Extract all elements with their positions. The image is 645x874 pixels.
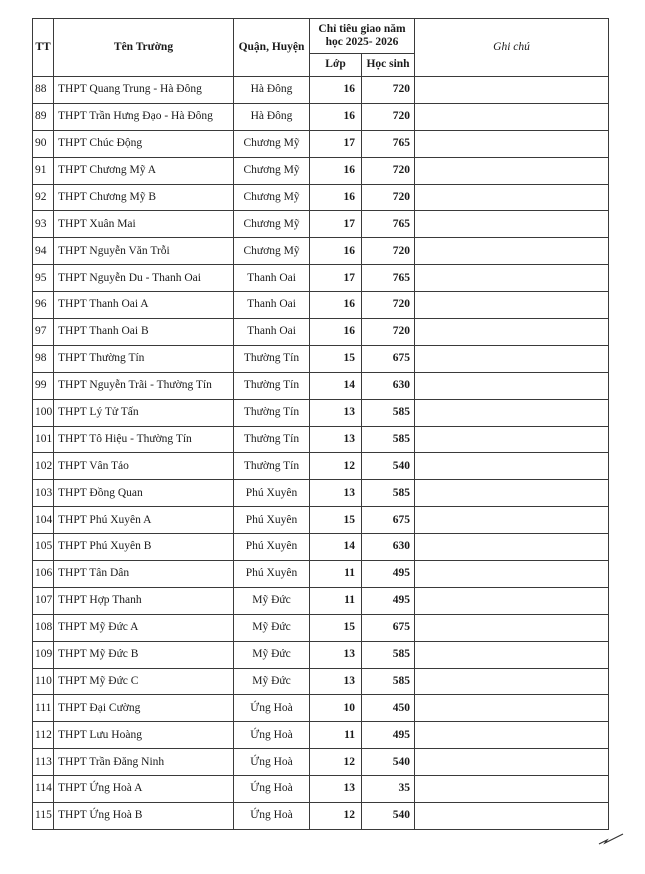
table-row	[33, 587, 609, 614]
row-school-cell: THPT Thanh Oai A	[54, 292, 234, 319]
row-district-cell: Thường Tín	[234, 426, 310, 453]
row-students-cell: 495	[362, 561, 415, 588]
row-tt-cell: 103	[33, 480, 54, 507]
row-classes-cell: 12	[310, 453, 362, 480]
quota-table-sheet	[32, 18, 609, 830]
row-school-cell: THPT Đại Cường	[54, 695, 234, 722]
row-note-cell	[415, 345, 609, 372]
row-classes-cell: 17	[310, 211, 362, 238]
row-school-cell: THPT Trần Đăng Ninh	[54, 749, 234, 776]
row-students-cell: 765	[362, 265, 415, 292]
row-school-cell: THPT Lưu Hoàng	[54, 722, 234, 749]
col-header-quota: Chỉ tiêu giao năm học 2025- 2026	[310, 19, 415, 54]
row-district-cell: Chương Mỹ	[234, 184, 310, 211]
row-district-cell: Thanh Oai	[234, 319, 310, 346]
table-row	[33, 507, 609, 534]
row-note-cell	[415, 399, 609, 426]
row-school-cell: THPT Nguyễn Văn Trỗi	[54, 238, 234, 265]
table-row	[33, 211, 609, 238]
row-school-cell: THPT Ứng Hoà B	[54, 803, 234, 830]
table-row	[33, 776, 609, 803]
table-row	[33, 77, 609, 104]
row-tt-cell: 112	[33, 722, 54, 749]
table-body	[33, 77, 609, 830]
row-district-cell: Ứng Hoà	[234, 776, 310, 803]
row-tt-cell: 109	[33, 641, 54, 668]
row-note-cell	[415, 426, 609, 453]
row-school-cell: THPT Chương Mỹ A	[54, 157, 234, 184]
row-district-cell: Thường Tín	[234, 372, 310, 399]
table-row	[33, 130, 609, 157]
table-row	[33, 641, 609, 668]
table-row	[33, 372, 609, 399]
row-students-cell: 630	[362, 372, 415, 399]
row-tt-cell: 115	[33, 803, 54, 830]
row-note-cell	[415, 641, 609, 668]
table-row	[33, 238, 609, 265]
row-district-cell: Chương Mỹ	[234, 238, 310, 265]
table-row	[33, 534, 609, 561]
row-classes-cell: 14	[310, 372, 362, 399]
table-row	[33, 453, 609, 480]
table-row	[33, 319, 609, 346]
row-students-cell: 495	[362, 587, 415, 614]
table-row	[33, 561, 609, 588]
row-note-cell	[415, 749, 609, 776]
row-school-cell: THPT Vân Tảo	[54, 453, 234, 480]
table-row	[33, 668, 609, 695]
row-students-cell: 765	[362, 130, 415, 157]
row-students-cell: 720	[362, 238, 415, 265]
row-district-cell: Phú Xuyên	[234, 561, 310, 588]
table-row	[33, 345, 609, 372]
row-tt-cell: 101	[33, 426, 54, 453]
row-school-cell: THPT Tân Dân	[54, 561, 234, 588]
row-tt-cell: 92	[33, 184, 54, 211]
row-classes-cell: 13	[310, 480, 362, 507]
table-row	[33, 803, 609, 830]
row-note-cell	[415, 776, 609, 803]
row-school-cell: THPT Chúc Động	[54, 130, 234, 157]
table-row	[33, 399, 609, 426]
row-note-cell	[415, 722, 609, 749]
row-district-cell: Phú Xuyên	[234, 534, 310, 561]
row-district-cell: Ứng Hoà	[234, 722, 310, 749]
table-row	[33, 426, 609, 453]
table-row	[33, 103, 609, 130]
col-header-note: Ghi chú	[415, 19, 609, 77]
row-note-cell	[415, 184, 609, 211]
row-district-cell: Hà Đông	[234, 103, 310, 130]
row-district-cell: Hà Đông	[234, 77, 310, 104]
row-note-cell	[415, 480, 609, 507]
row-school-cell: THPT Trần Hưng Đạo - Hà Đông	[54, 103, 234, 130]
row-note-cell	[415, 668, 609, 695]
row-tt-cell: 104	[33, 507, 54, 534]
row-note-cell	[415, 695, 609, 722]
row-school-cell: THPT Quang Trung - Hà Đông	[54, 77, 234, 104]
row-note-cell	[415, 319, 609, 346]
row-tt-cell: 98	[33, 345, 54, 372]
row-students-cell: 720	[362, 103, 415, 130]
row-district-cell: Chương Mỹ	[234, 211, 310, 238]
row-school-cell: THPT Lý Tử Tấn	[54, 399, 234, 426]
table-row	[33, 292, 609, 319]
row-district-cell: Chương Mỹ	[234, 157, 310, 184]
header-row-1	[33, 19, 609, 54]
row-classes-cell: 12	[310, 803, 362, 830]
row-note-cell	[415, 77, 609, 104]
row-classes-cell: 14	[310, 534, 362, 561]
row-tt-cell: 90	[33, 130, 54, 157]
row-note-cell	[415, 453, 609, 480]
row-students-cell: 720	[362, 77, 415, 104]
row-classes-cell: 16	[310, 157, 362, 184]
row-students-cell: 720	[362, 184, 415, 211]
row-district-cell: Ứng Hoà	[234, 749, 310, 776]
row-students-cell: 720	[362, 319, 415, 346]
row-district-cell: Ứng Hoà	[234, 803, 310, 830]
row-students-cell: 585	[362, 641, 415, 668]
row-district-cell: Mỹ Đức	[234, 614, 310, 641]
row-classes-cell: 11	[310, 561, 362, 588]
row-school-cell: THPT Nguyễn Du - Thanh Oai	[54, 265, 234, 292]
row-classes-cell: 17	[310, 265, 362, 292]
row-note-cell	[415, 614, 609, 641]
row-classes-cell: 16	[310, 292, 362, 319]
row-students-cell: 720	[362, 292, 415, 319]
row-classes-cell: 16	[310, 103, 362, 130]
row-note-cell	[415, 238, 609, 265]
row-tt-cell: 91	[33, 157, 54, 184]
row-students-cell: 540	[362, 453, 415, 480]
row-school-cell: THPT Mỹ Đức A	[54, 614, 234, 641]
row-students-cell: 540	[362, 749, 415, 776]
row-tt-cell: 108	[33, 614, 54, 641]
school-quota-table	[32, 18, 609, 830]
row-classes-cell: 15	[310, 614, 362, 641]
col-header-classes: Lớp	[310, 54, 362, 77]
row-tt-cell: 114	[33, 776, 54, 803]
row-note-cell	[415, 587, 609, 614]
row-tt-cell: 111	[33, 695, 54, 722]
row-tt-cell: 93	[33, 211, 54, 238]
row-tt-cell: 88	[33, 77, 54, 104]
row-tt-cell: 96	[33, 292, 54, 319]
row-note-cell	[415, 507, 609, 534]
row-tt-cell: 110	[33, 668, 54, 695]
row-classes-cell: 12	[310, 749, 362, 776]
row-district-cell: Mỹ Đức	[234, 587, 310, 614]
pen-mark-icon	[597, 832, 625, 846]
row-classes-cell: 11	[310, 587, 362, 614]
row-district-cell: Mỹ Đức	[234, 641, 310, 668]
row-students-cell: 585	[362, 668, 415, 695]
table-row	[33, 265, 609, 292]
row-school-cell: THPT Tô Hiệu - Thường Tín	[54, 426, 234, 453]
table-row	[33, 695, 609, 722]
row-district-cell: Mỹ Đức	[234, 668, 310, 695]
row-students-cell: 630	[362, 534, 415, 561]
row-note-cell	[415, 211, 609, 238]
row-note-cell	[415, 265, 609, 292]
row-school-cell: THPT Thường Tín	[54, 345, 234, 372]
row-school-cell: THPT Chương Mỹ B	[54, 184, 234, 211]
row-note-cell	[415, 803, 609, 830]
row-tt-cell: 113	[33, 749, 54, 776]
row-school-cell: THPT Mỹ Đức B	[54, 641, 234, 668]
table-row	[33, 184, 609, 211]
row-school-cell: THPT Phú Xuyên A	[54, 507, 234, 534]
row-classes-cell: 11	[310, 722, 362, 749]
row-students-cell: 35	[362, 776, 415, 803]
row-students-cell: 765	[362, 211, 415, 238]
row-district-cell: Thường Tín	[234, 453, 310, 480]
row-students-cell: 540	[362, 803, 415, 830]
row-students-cell: 675	[362, 614, 415, 641]
row-classes-cell: 13	[310, 776, 362, 803]
table-row	[33, 614, 609, 641]
col-header-school: Tên Trường	[54, 19, 234, 77]
row-classes-cell: 16	[310, 77, 362, 104]
row-school-cell: THPT Nguyễn Trãi - Thường Tín	[54, 372, 234, 399]
row-classes-cell: 17	[310, 130, 362, 157]
col-header-district: Quận, Huyện	[234, 19, 310, 77]
row-classes-cell: 13	[310, 426, 362, 453]
row-tt-cell: 94	[33, 238, 54, 265]
row-students-cell: 495	[362, 722, 415, 749]
col-header-tt: TT	[33, 19, 54, 77]
row-students-cell: 675	[362, 507, 415, 534]
row-district-cell: Phú Xuyên	[234, 480, 310, 507]
row-students-cell: 450	[362, 695, 415, 722]
row-students-cell: 585	[362, 399, 415, 426]
row-note-cell	[415, 292, 609, 319]
row-classes-cell: 13	[310, 668, 362, 695]
table-row	[33, 722, 609, 749]
row-note-cell	[415, 130, 609, 157]
row-classes-cell: 16	[310, 238, 362, 265]
row-classes-cell: 13	[310, 641, 362, 668]
row-classes-cell: 13	[310, 399, 362, 426]
row-tt-cell: 100	[33, 399, 54, 426]
row-school-cell: THPT Thanh Oai B	[54, 319, 234, 346]
row-classes-cell: 16	[310, 184, 362, 211]
row-students-cell: 585	[362, 480, 415, 507]
row-classes-cell: 16	[310, 319, 362, 346]
row-tt-cell: 107	[33, 587, 54, 614]
row-tt-cell: 99	[33, 372, 54, 399]
row-school-cell: THPT Hợp Thanh	[54, 587, 234, 614]
row-tt-cell: 105	[33, 534, 54, 561]
table-row	[33, 749, 609, 776]
table-row	[33, 480, 609, 507]
row-note-cell	[415, 372, 609, 399]
row-school-cell: THPT Đồng Quan	[54, 480, 234, 507]
row-tt-cell: 89	[33, 103, 54, 130]
row-note-cell	[415, 561, 609, 588]
row-students-cell: 675	[362, 345, 415, 372]
row-tt-cell: 106	[33, 561, 54, 588]
row-school-cell: THPT Mỹ Đức C	[54, 668, 234, 695]
row-district-cell: Thanh Oai	[234, 292, 310, 319]
row-district-cell: Thường Tín	[234, 345, 310, 372]
row-district-cell: Chương Mỹ	[234, 130, 310, 157]
row-classes-cell: 15	[310, 507, 362, 534]
row-district-cell: Ứng Hoà	[234, 695, 310, 722]
col-header-students: Học sinh	[362, 54, 415, 77]
row-students-cell: 720	[362, 157, 415, 184]
row-classes-cell: 15	[310, 345, 362, 372]
row-tt-cell: 95	[33, 265, 54, 292]
row-school-cell: THPT Ứng Hoà A	[54, 776, 234, 803]
row-school-cell: THPT Phú Xuyên B	[54, 534, 234, 561]
row-classes-cell: 10	[310, 695, 362, 722]
row-note-cell	[415, 534, 609, 561]
row-note-cell	[415, 103, 609, 130]
row-district-cell: Thường Tín	[234, 399, 310, 426]
row-tt-cell: 102	[33, 453, 54, 480]
row-tt-cell: 97	[33, 319, 54, 346]
row-school-cell: THPT Xuân Mai	[54, 211, 234, 238]
table-row	[33, 157, 609, 184]
row-district-cell: Phú Xuyên	[234, 507, 310, 534]
row-district-cell: Thanh Oai	[234, 265, 310, 292]
row-students-cell: 585	[362, 426, 415, 453]
row-note-cell	[415, 157, 609, 184]
